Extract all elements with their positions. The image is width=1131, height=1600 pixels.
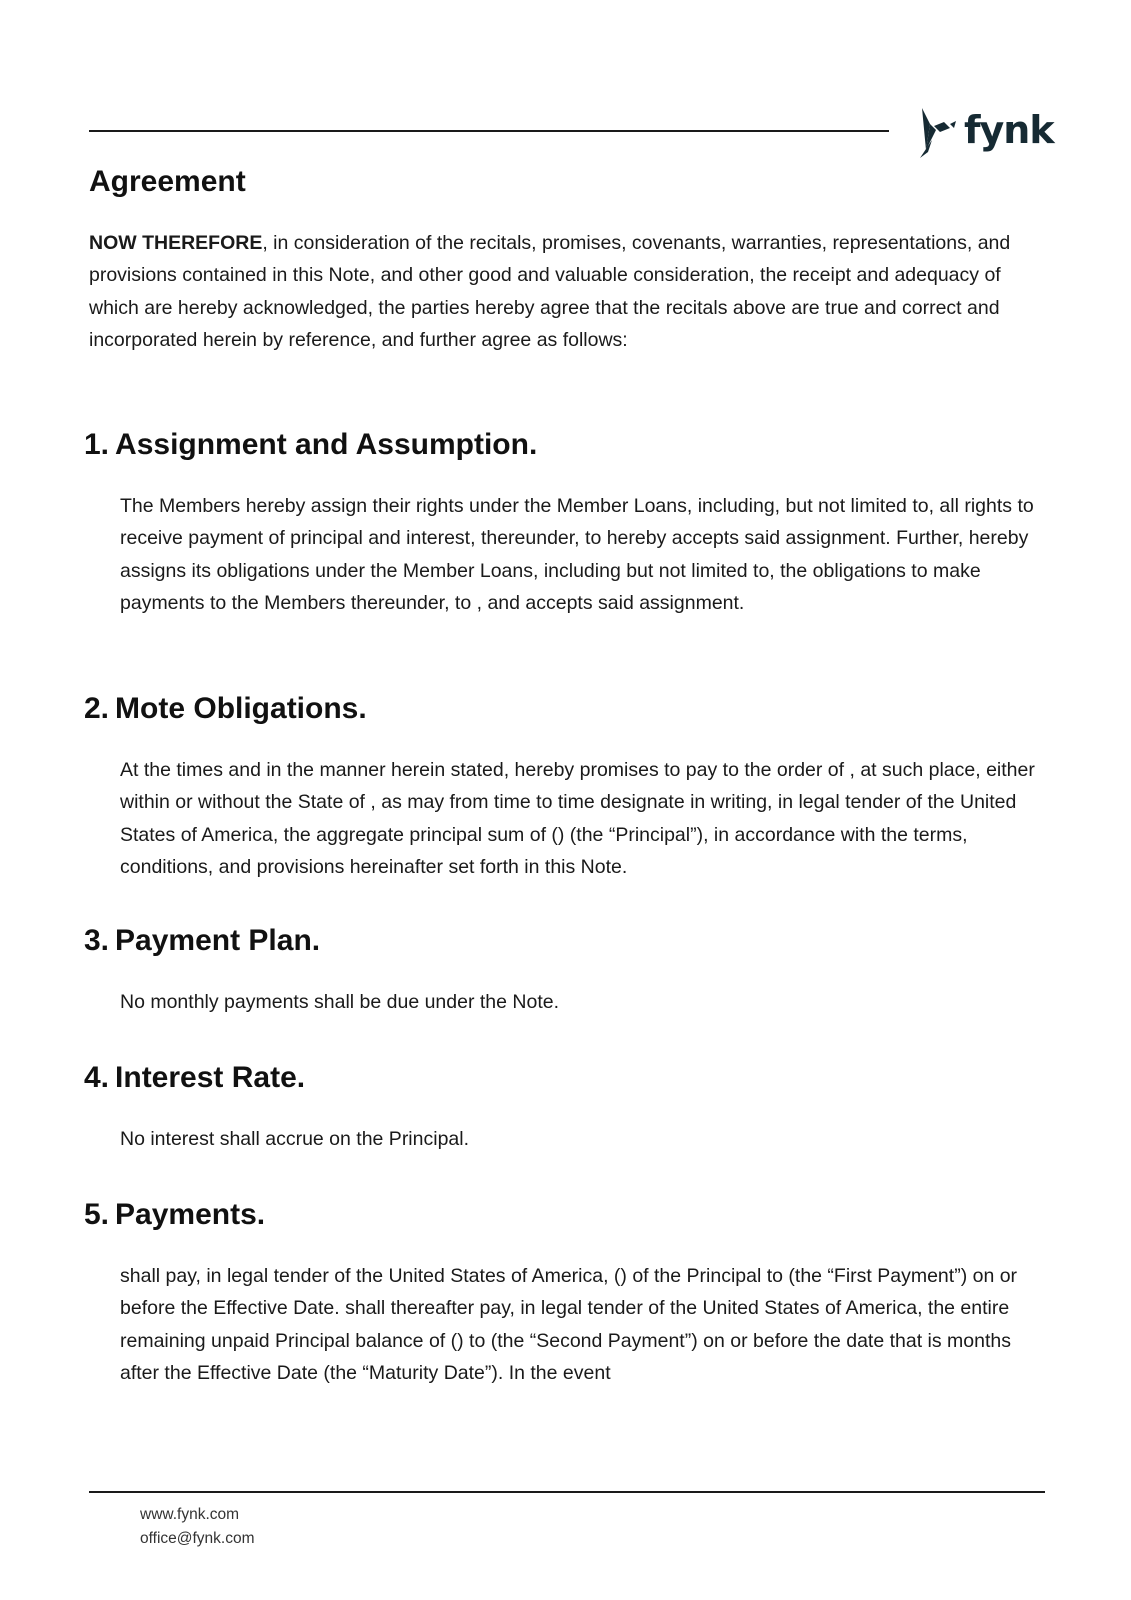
section-heading-payments — [84, 1198, 265, 1232]
logo-wordmark: fynk — [964, 108, 1054, 152]
section-body-payments: shall pay, in legal tender of the United States of America, () of the Principal to (the “First Payment”) on or before the Effective Date. shall thereafter pay, in legal tender of the United States of America, the entire remaining unpaid Principal balance of () to (the “Second Payment”) on or before the date that is months after the Effective Date (the “Maturity Date”). In the event — [120, 1265, 1018, 1385]
section-number: 1. — [84, 428, 110, 461]
section-heading-note-obligations — [84, 692, 367, 726]
section-body-note-obligations: At the times and in the manner herein stated, hereby promises to pay to the order of , at such place, either within or without the State of , as may from time to time designate in writing, in legal tender of the United States of America, the aggregate principal sum of () (the “Principal”), in accordance with the terms, conditions, and provisions hereinafter set forth in this Note. — [120, 759, 1035, 879]
section-body-assignment: The Members hereby assign their rights under the Member Loans, including, but not limited to, all rights to receive payment of principal and interest, thereunder, to hereby accepts said assignment. Further, hereby assigns its obligations under the Member Loans, including but not limited to, the obligations to make payments to the Members thereunder, to , and accepts said assignment. — [120, 495, 1034, 615]
section-number: 4. — [84, 1061, 110, 1094]
section-title: Interest Rate. — [115, 1061, 306, 1094]
footer-website: www.fynk.com — [140, 1506, 240, 1523]
footer-contact — [140, 1503, 255, 1551]
section-number: 5. — [84, 1198, 110, 1231]
intro-text: , in consideration of the recitals, promises, covenants, warranties, representations, and provisions contained in this Note, and other good and valuable consideration, the receipt and adequacy of which are hereby acknowledged, the parties hereby agree that the recitals above are true and correct and incorporated herein by reference, and further agree as follows: — [89, 232, 1011, 352]
section-title: Assignment and Assumption. — [115, 428, 538, 461]
section-number: 2. — [84, 692, 110, 725]
section-heading-payment-plan — [84, 924, 320, 958]
page-title: Agreement — [89, 165, 246, 198]
footer-divider — [89, 1491, 1045, 1493]
section-body-interest-rate: No interest shall accrue on the Principal. — [120, 1128, 470, 1150]
section-title: Payments. — [115, 1198, 266, 1231]
section-title: Payment Plan. — [115, 924, 321, 957]
section-heading-interest-rate — [84, 1061, 305, 1095]
fynk-logo — [916, 104, 1054, 160]
header-divider — [89, 130, 889, 132]
bird-logo-icon — [916, 106, 958, 158]
section-title: Mote Obligations. — [115, 692, 367, 725]
section-body-payment-plan: No monthly payments shall be due under the Note. — [120, 991, 560, 1013]
section-heading-assignment — [84, 428, 537, 462]
intro-paragraph — [89, 227, 1039, 357]
footer-email: office@fynk.com — [140, 1530, 255, 1547]
intro-lead: NOW THEREFORE — [89, 232, 263, 254]
section-number: 3. — [84, 924, 110, 957]
